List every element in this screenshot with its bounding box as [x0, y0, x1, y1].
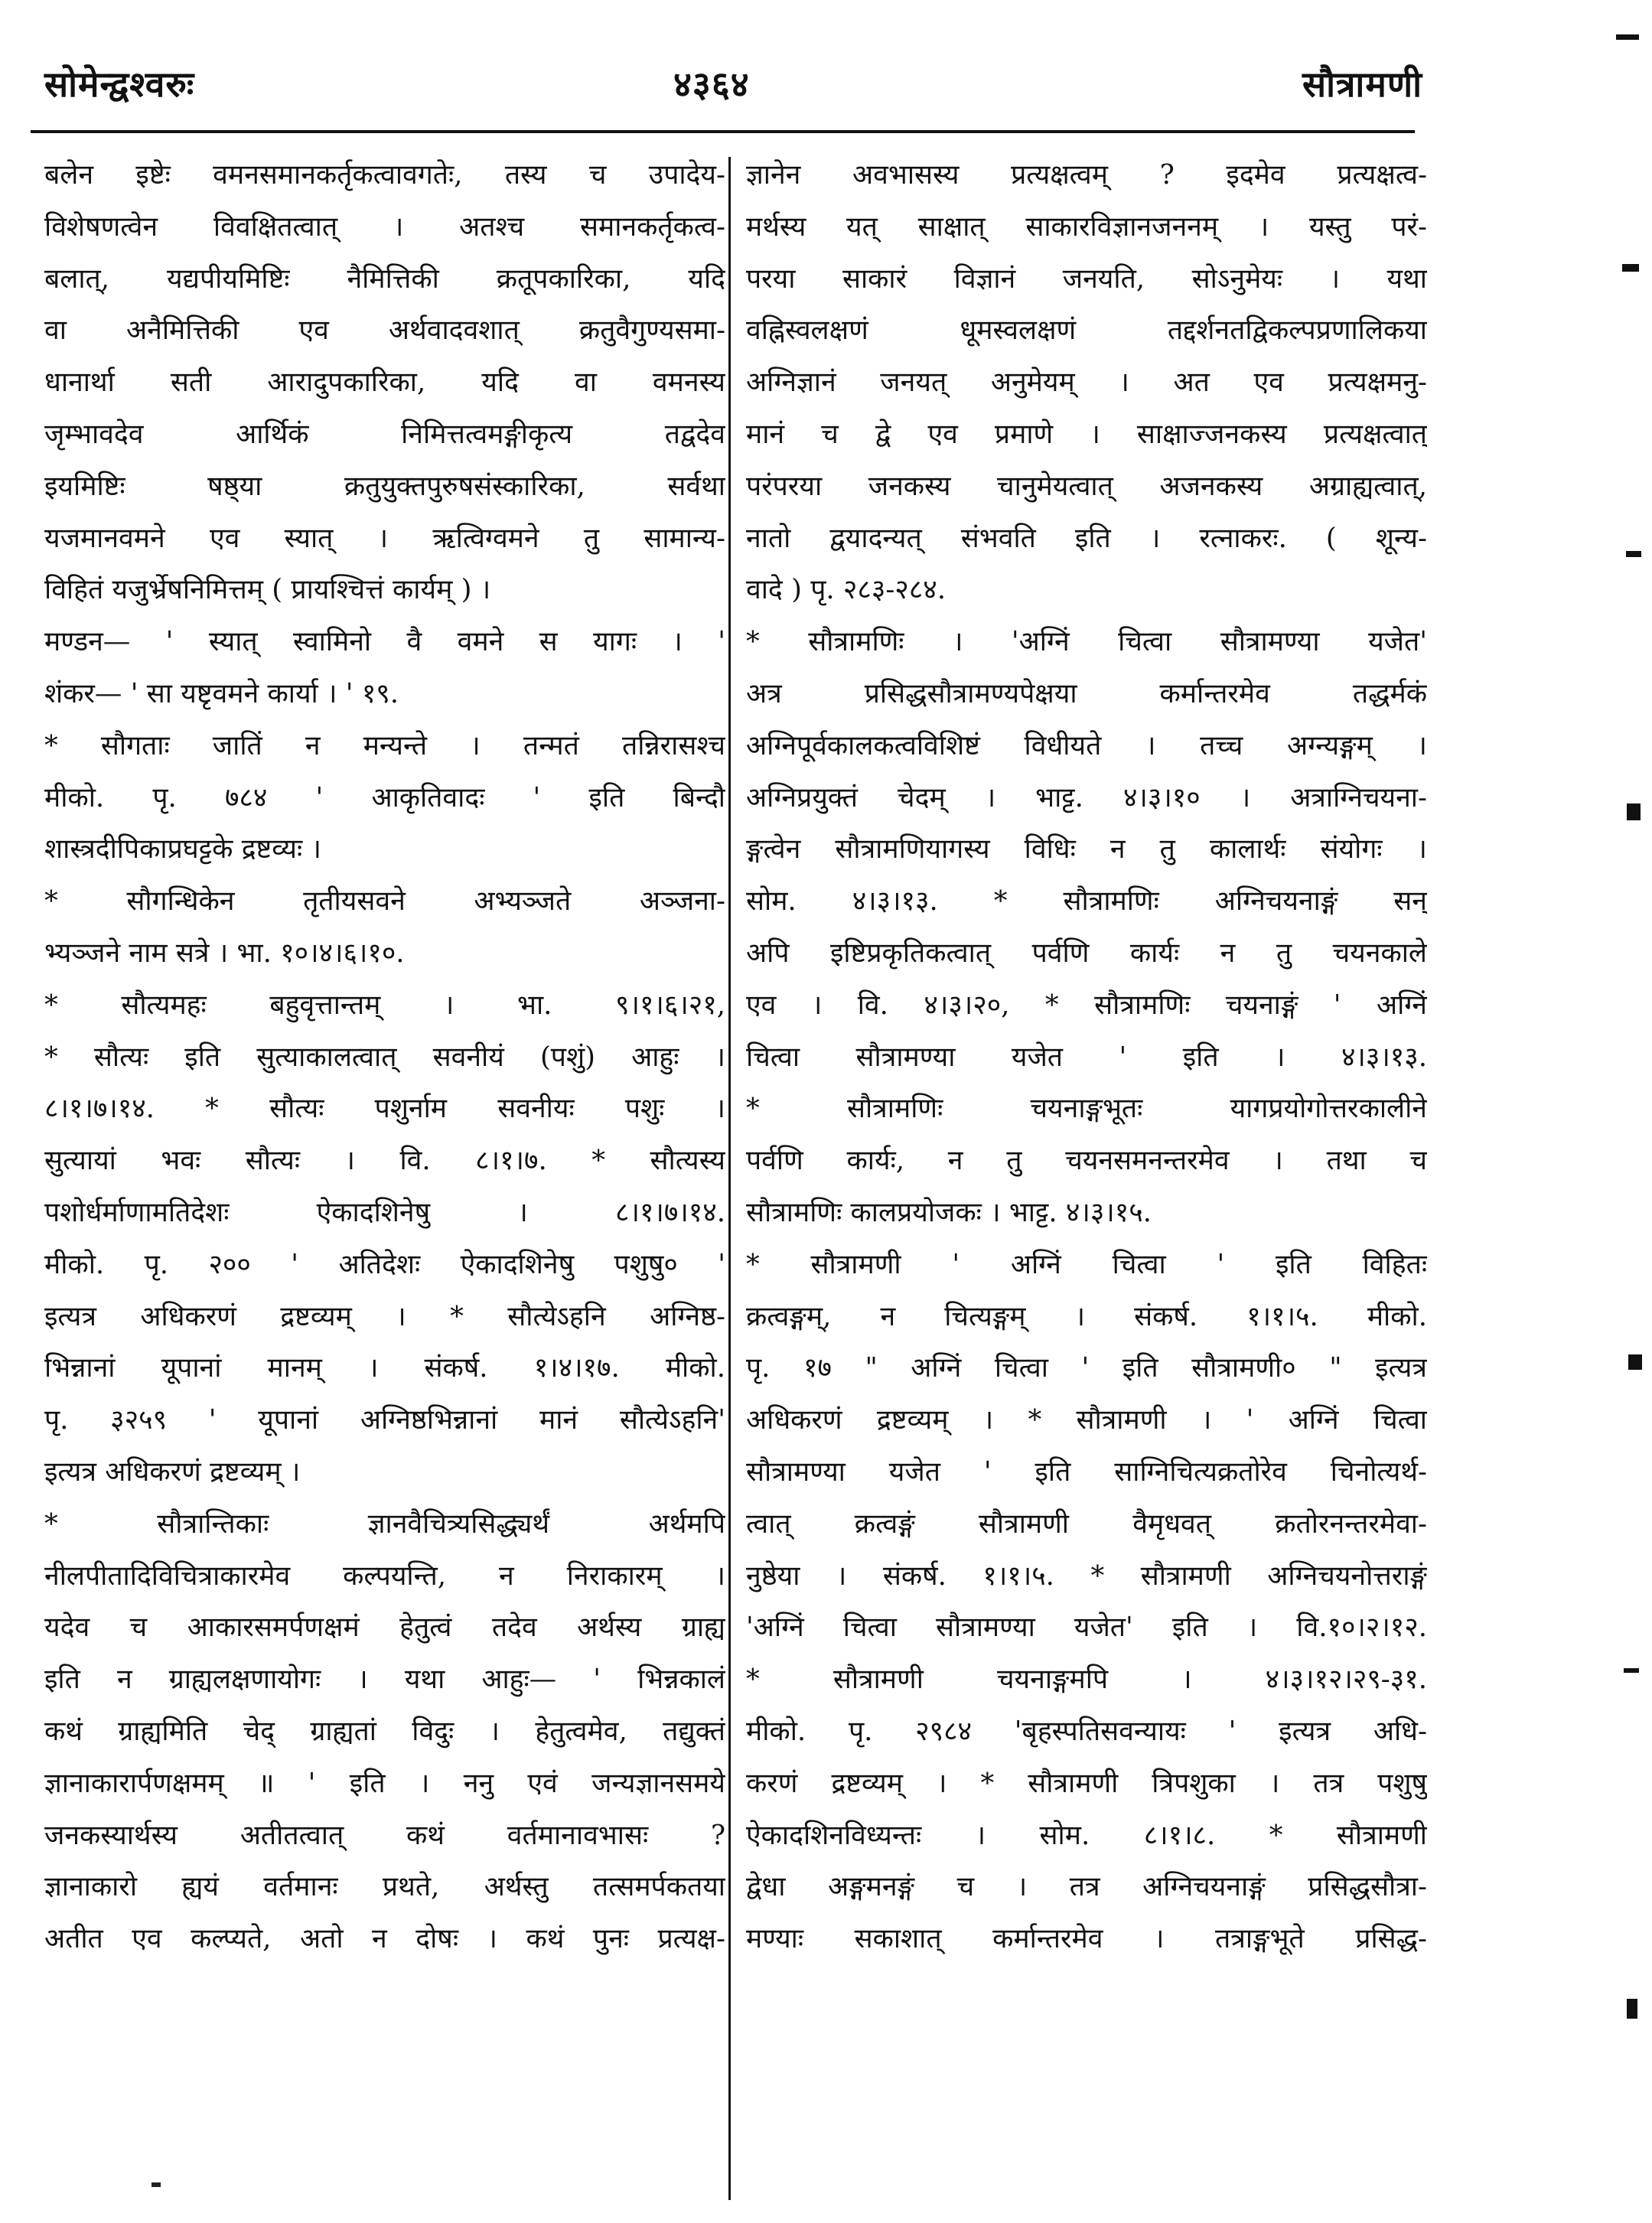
text-line: नातो द्वयादन्यत् संभवति इति । रत्नाकरः. ( शून्य- — [746, 522, 1427, 554]
text-line: मीको. पृ. २९८४ 'बृहस्पतिसवन्यायः ' इत्यत्र अधि- — [746, 1715, 1427, 1747]
text-line: मानं च द्वे एव प्रमाणे । साक्षाज्जनकस्य प्रत्यक्षत्वात् — [746, 418, 1427, 450]
running-head-right: सौत्रामणी — [1302, 64, 1422, 105]
text-line: * सौत्यमहः बहुवृत्तान्तम् । भा. ९।१।६।२१, — [44, 989, 725, 1021]
text-line: वादे ) पृ. २८३-२८४. — [746, 574, 946, 606]
text-line: सुत्यायां भवः सौत्यः । वि. ८।१।७. * सौत्यस्य — [44, 1145, 725, 1177]
text-line: अग्निप्रयुक्तं चेदम् । भाट्ट. ४।३।१० । अत्राग्निचयना- — [746, 781, 1427, 813]
text-line: द्वेधा अङ्गमनङ्गं च । तत्र अग्निचयनाङ्गं प्रसिद्धसौत्रा- — [746, 1871, 1427, 1903]
text-line: वह्निस्वलक्षणं धूमस्वलक्षणं तद्दर्शनतद्विकल्पप्रणालिकया — [746, 315, 1427, 347]
footer-mark — [152, 2182, 161, 2187]
text-line: अधिकरणं द्रष्टव्यम् । * सौत्रामणी । ' अग्निं चित्वा — [746, 1404, 1427, 1436]
text-line: अग्निपूर्वकालकत्वविशिष्टं विधीयते । तच्च अग्न्यङ्गम् । — [746, 729, 1427, 761]
margin-mark — [1626, 551, 1641, 557]
text-line: परया साकारं विज्ञानं जनयति, सोऽनुमेयः । यथा — [746, 262, 1427, 295]
text-line: भिन्नानां यूपानां मानम् । संकर्ष. १।४।१७. मीको. — [44, 1352, 725, 1384]
text-line: मण्याः सकाशात् कर्मान्तरमेव । तत्राङ्गभूते प्रसिद्ध- — [746, 1923, 1427, 1955]
text-line: ज्ञानाकारो ह्ययं वर्तमानः प्रथते, अर्थस्तु तत्समर्पकतया — [44, 1871, 725, 1903]
text-line: * सौत्रामणिः चयनाङ्गभूतः यागप्रयोगोत्तरकालीने — [746, 1093, 1427, 1125]
text-line: इत्यत्र अधिकरणं द्रष्टव्यम् । * सौत्येऽहनि अग्निष्ठ- — [44, 1300, 725, 1332]
left-column — [44, 149, 725, 1965]
margin-mark — [1624, 1668, 1639, 1673]
text-line: अग्निज्ञानं जनयत् अनुमेयम् । अत एव प्रत्यक्षमनु- — [746, 367, 1427, 399]
text-line: जनकस्यार्थस्य अतीतत्वात् कथं वर्तमानावभासः ? — [44, 1819, 725, 1851]
page-number: ४३६४ — [673, 64, 750, 105]
text-line: बलेन इष्टेः वमनसमानकर्तृकत्वावगतेः, तस्य च उपादेय- — [44, 159, 725, 191]
text-line: विशेषणत्वेन विवक्षितत्वात् । अतश्च समानकर्तृकत्व- — [44, 210, 725, 243]
column-divider — [728, 157, 731, 2200]
text-line: बलात्, यद्यपीयमिष्टिः नैमित्तिकी क्रतूपकारिका, यदि — [44, 262, 725, 295]
text-line: एव । वि. ४।३।२०, * सौत्रामणिः चयनाङ्गं ' अग्निं — [746, 989, 1427, 1021]
running-head-left: सोमेन्द्वश्वरुः — [44, 64, 195, 105]
text-line: चित्वा सौत्रामण्या यजेत ' इति । ४।३।१३. — [746, 1041, 1427, 1073]
text-line: त्वात् क्रत्वङ्गं सौत्रामणी वैमृधवत् क्रतोरनन्तरमेवा- — [746, 1508, 1427, 1540]
text-line: * सौत्रामणिः । 'अग्निं चित्वा सौत्रामण्या यजेत' — [746, 626, 1427, 658]
text-line: 'अग्निं चित्वा सौत्रामण्या यजेत' इति । वि.१०।२।१२. — [746, 1612, 1427, 1644]
text-line: इति न ग्राह्यलक्षणायोगः । यथा आहुः— ' भिन्नकालं — [44, 1664, 725, 1696]
text-line: ऐकादशिनविध्यन्तः । सोम. ८।१।८. * सौत्रामणी — [746, 1819, 1427, 1851]
text-line: धानार्था सती आरादुपकारिका, यदि वा वमनस्य — [44, 367, 725, 399]
text-line: भ्यञ्जने नाम सत्रे । भा. १०।४।६।१०. — [44, 937, 405, 969]
text-line: शंकर— ' सा यष्टृवमने कार्या । ' १९. — [44, 677, 399, 709]
text-line: अपि इष्टिप्रकृतिकत्वात् पर्वणि कार्यः न तु चयनकाले — [746, 937, 1427, 969]
header-rule — [31, 130, 1415, 133]
text-line: * सौत्रामणी ' अग्निं चित्वा ' इति विहितः — [746, 1248, 1427, 1280]
text-line: इयमिष्टिः षष्ठ्या क्रतुयुक्तपुरुषसंस्कारिका, सर्वथा — [44, 470, 725, 502]
text-line: मीको. पृ. ७८४ ' आकृतिवादः ' इति बिन्दौ — [44, 781, 725, 813]
text-line: यजमानवमने एव स्यात् । ऋत्विग्वमने तु सामान्य- — [44, 522, 725, 554]
text-line: नुष्ठेया । संकर्ष. १।१।५. * सौत्रामणी अग्निचयनोत्तराङ्गं — [746, 1560, 1427, 1592]
text-line: * सौत्रामणी चयनाङ्गमपि । ४।३।१२।२९-३१. — [746, 1664, 1427, 1696]
text-line: ज्ञानेन अवभासस्य प्रत्यक्षत्वम् ? इदमेव प्रत्यक्षत्व- — [746, 159, 1427, 191]
text-line: पृ. १७ " अग्निं चित्वा ' इति सौत्रामणी० " इत्यत्र — [746, 1352, 1427, 1384]
text-line: * सौत्रान्तिकाः ज्ञानवैचित्र्यसिद्ध्यर्थं अर्थमपि — [44, 1508, 725, 1540]
text-line: क्रत्वङ्गम्, न चित्यङ्गम् । संकर्ष. १।१।५. मीको. — [746, 1300, 1427, 1332]
text-line: अतीत एव कल्प्यते, अतो न दोषः । कथं पुनः प्रत्यक्ष- — [44, 1923, 725, 1955]
text-line: करणं द्रष्टव्यम् । * सौत्रामणी त्रिपशुका । तत्र पशुषु — [746, 1767, 1427, 1799]
margin-mark — [1622, 264, 1639, 272]
text-line: ८।१।७।१४. * सौत्यः पशुर्नाम सवनीयः पशुः । — [44, 1093, 725, 1125]
text-line: मीको. पृ. २०० ' अतिदेशः ऐकादशिनेषु पशुषु० ' — [44, 1248, 725, 1280]
margin-mark — [1616, 34, 1639, 40]
text-line: नीलपीतादिविचित्राकारमेव कल्पयन्ति, न निराकारम् । — [44, 1560, 725, 1592]
text-line: शास्त्रदीपिकाप्रघट्टके द्रष्टव्यः । — [44, 833, 321, 865]
text-line: सौत्रामण्या यजेत ' इति साग्निचित्यक्रतोरेव चिनोत्यर्थ- — [746, 1455, 1427, 1488]
text-line: परंपरया जनकस्य चानुमेयत्वात् अजनकस्य अग्राह्यत्वात्, — [746, 470, 1427, 502]
margin-mark — [1627, 803, 1641, 820]
text-line: विहितं यजुर्भ्रेषनिमित्तम् ( प्रायश्चित्तं कार्यम् ) । — [44, 574, 491, 606]
text-line: यदेव च आकारसमर्पणक्षमं हेतुत्वं तदेव अर्थस्य ग्राह्य — [44, 1612, 725, 1644]
margin-mark — [1627, 1999, 1637, 2019]
text-line: पर्वणि कार्यः, न तु चयनसमनन्तरमेव । तथा च — [746, 1145, 1427, 1177]
right-column — [746, 149, 1427, 1965]
text-line: पशोर्धर्माणामतिदेशः ऐकादशिनेषु । ८।१।७।१४. — [44, 1196, 725, 1228]
text-line: सोम. ४।३।१३. * सौत्रामणिः अग्निचयनाङ्गं सन् — [746, 885, 1427, 918]
text-line: अत्र प्रसिद्धसौत्रामण्यपेक्षया कर्मान्तरमेव तद्धर्मकं — [746, 677, 1427, 709]
text-line: कथं ग्राह्यमिति चेद् ग्राह्यतां विदुः । हेतुत्वमेव, तद्युक्तं — [44, 1715, 725, 1747]
text-line: * सौत्यः इति सुत्याकालत्वात् सवनीयं (पशुं) आहुः । — [44, 1041, 725, 1073]
text-line: * सौगताः जातिं न मन्यन्ते । तन्मतं तन्निरासश्च — [44, 729, 725, 761]
text-line: मण्डन— ' स्यात् स्वामिनो वै वमने स यागः । ' — [44, 626, 725, 658]
text-line: वा अनैमित्तिकी एव अर्थवादवशात् क्रतुवैगुण्यसमा- — [44, 315, 725, 347]
text-line: * सौगन्धिकेन तृतीयसवने अभ्यञ्जते अञ्जना- — [44, 885, 725, 918]
text-line: पृ. ३२५९ ' यूपानां अग्निष्ठभिन्नानां मानं सौत्येऽहनि' — [44, 1404, 725, 1436]
text-line: ज्ञानाकारार्पणक्षमम् ॥ ' इति । ननु एवं जन्यज्ञानसमये — [44, 1767, 725, 1799]
text-line: ङ्गत्वेन सौत्रामणियागस्य विधिः न तु कालार्थः संयोगः । — [746, 833, 1427, 865]
text-line: मर्थस्य यत् साक्षात् साकारविज्ञानजननम् । यस्तु परं- — [746, 210, 1427, 243]
margin-mark — [1628, 1354, 1642, 1370]
text-line: जृम्भावदेव आर्थिकं निमित्तत्वमङ्गीकृत्य तद्वदेव — [44, 418, 725, 450]
text-line: इत्यत्र अधिकरणं द्रष्टव्यम् । — [44, 1455, 301, 1488]
text-line: सौत्रामणिः कालप्रयोजकः । भाट्ट. ४।३।१५. — [746, 1196, 1152, 1228]
